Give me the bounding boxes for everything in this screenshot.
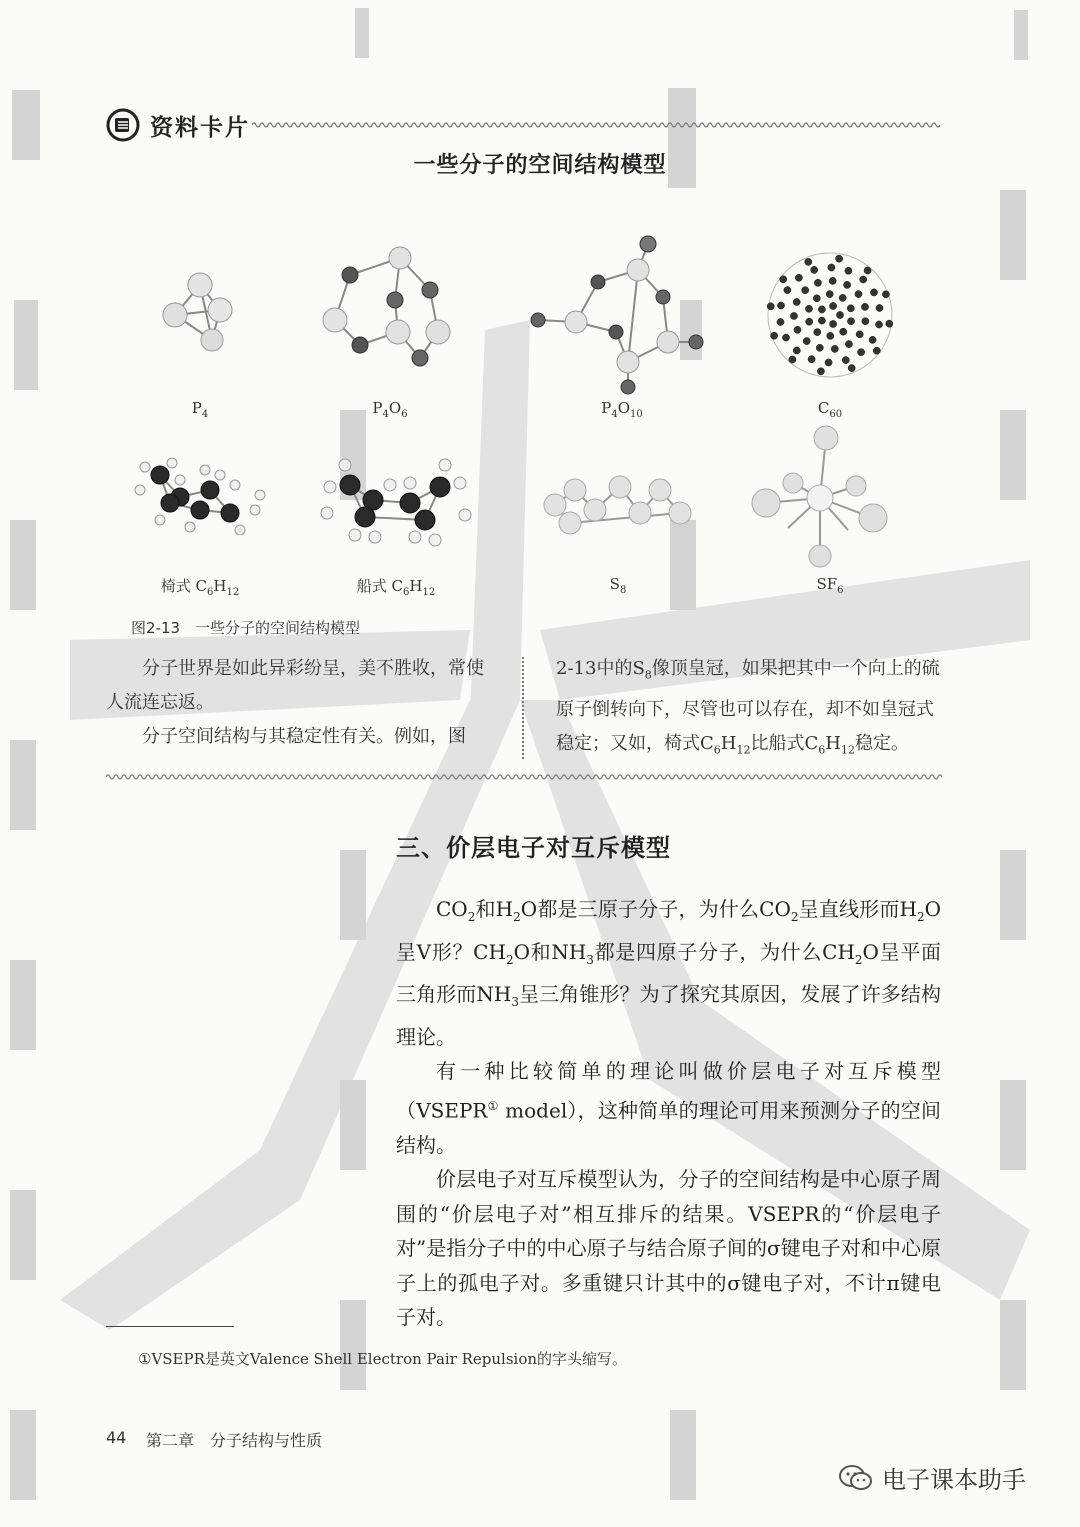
boat-c6h12-model [315, 455, 480, 550]
section-title: 三、价层电子对互斥模型 [396, 834, 671, 862]
label-c60: $C_{60}$ [817, 399, 843, 420]
card-book-icon [106, 108, 140, 142]
card-left-column [106, 652, 498, 754]
label-s8: $S_8$ [609, 575, 627, 596]
info-card-header [106, 108, 250, 142]
body-para-3: 价层电子对互斥模型认为，分子的空间结构是中心原子周围的“价层电子对”相互排斥的结果。VSEPR的“价层电子对”是指分子中的中心原子与结合原子间的σ键电子对和中心原子上的孤电子对。多重键只计其中的σ键电子对，不计π键电子对。 [396, 1167, 941, 1330]
label-p4o6: $P_4O_6$ [372, 399, 408, 420]
brand-watermark [838, 1460, 1026, 1495]
section-body [396, 892, 941, 1335]
chair-c6h12-model [130, 455, 280, 535]
brand-name: 电子课本助手 [882, 1466, 1026, 1494]
wechat-icon [838, 1463, 874, 1493]
footnote: ①VSEPR是英文Valence Shell Electron Pair Repulsion的字头缩写。 [138, 1350, 628, 1368]
column-divider [522, 657, 524, 759]
figure-title: 一些分子的空间结构模型 [413, 153, 667, 178]
card-bottom-border [106, 771, 942, 783]
s8-model [540, 465, 695, 540]
p4o6-model [310, 240, 460, 380]
body-para-2: 有一种比较简单的理论叫做价层电子对互斥模型（VSEPR① model），这种简单的理论可用来预测分子的空间结构。 [396, 1059, 941, 1157]
card-top-border [252, 119, 942, 131]
body-para-1: $CO_2$和$H_2O$都是三原子分子，为什么$CO_2$呈直线形而$H_2O$呈V形？$CH_2O$和$NH_3$都是四原子分子，为什么$CH_2O$呈平面三角形而$NH_3$呈三角锥形？为了探究其原因，发展了许多结构理论。 [396, 897, 941, 1049]
label-boat-c6h12: 船式 $C_6H_{12}$ [356, 577, 436, 598]
label-p4: $P_4$ [191, 399, 209, 420]
sf6-model [748, 418, 893, 573]
p4o10-model [528, 232, 708, 397]
footnote-rule [106, 1326, 234, 1327]
card-right-column: 2-13中的$S_8$像顶皇冠，如果把其中一个向上的硫原子倒转向下，尽管也可以存在，却不如皇冠式稳定；又如，椅式$C_6H_{12}$比船式$C_6H_{12}$稳定。 [556, 658, 940, 757]
label-sf6: $SF_6$ [816, 575, 844, 596]
label-p4o10: $P_4O_{10}$ [601, 399, 643, 420]
page-number: 44 [106, 1428, 127, 1447]
card-label: 资料卡片 [150, 114, 250, 141]
chapter-title: 第二章 分子结构与性质 [146, 1431, 323, 1450]
label-chair-c6h12: 椅式 $C_6H_{12}$ [160, 577, 240, 598]
card-left-para-1: 分子世界是如此异彩纷呈，美不胜收，常使人流连忘返。 [106, 658, 484, 713]
p4-model [150, 265, 260, 355]
c60-model [760, 248, 900, 383]
card-left-para-2: 分子空间结构与其稳定性有关。例如，图 [142, 726, 466, 747]
figure-caption: 图2-13 一些分子的空间结构模型 [131, 619, 361, 637]
